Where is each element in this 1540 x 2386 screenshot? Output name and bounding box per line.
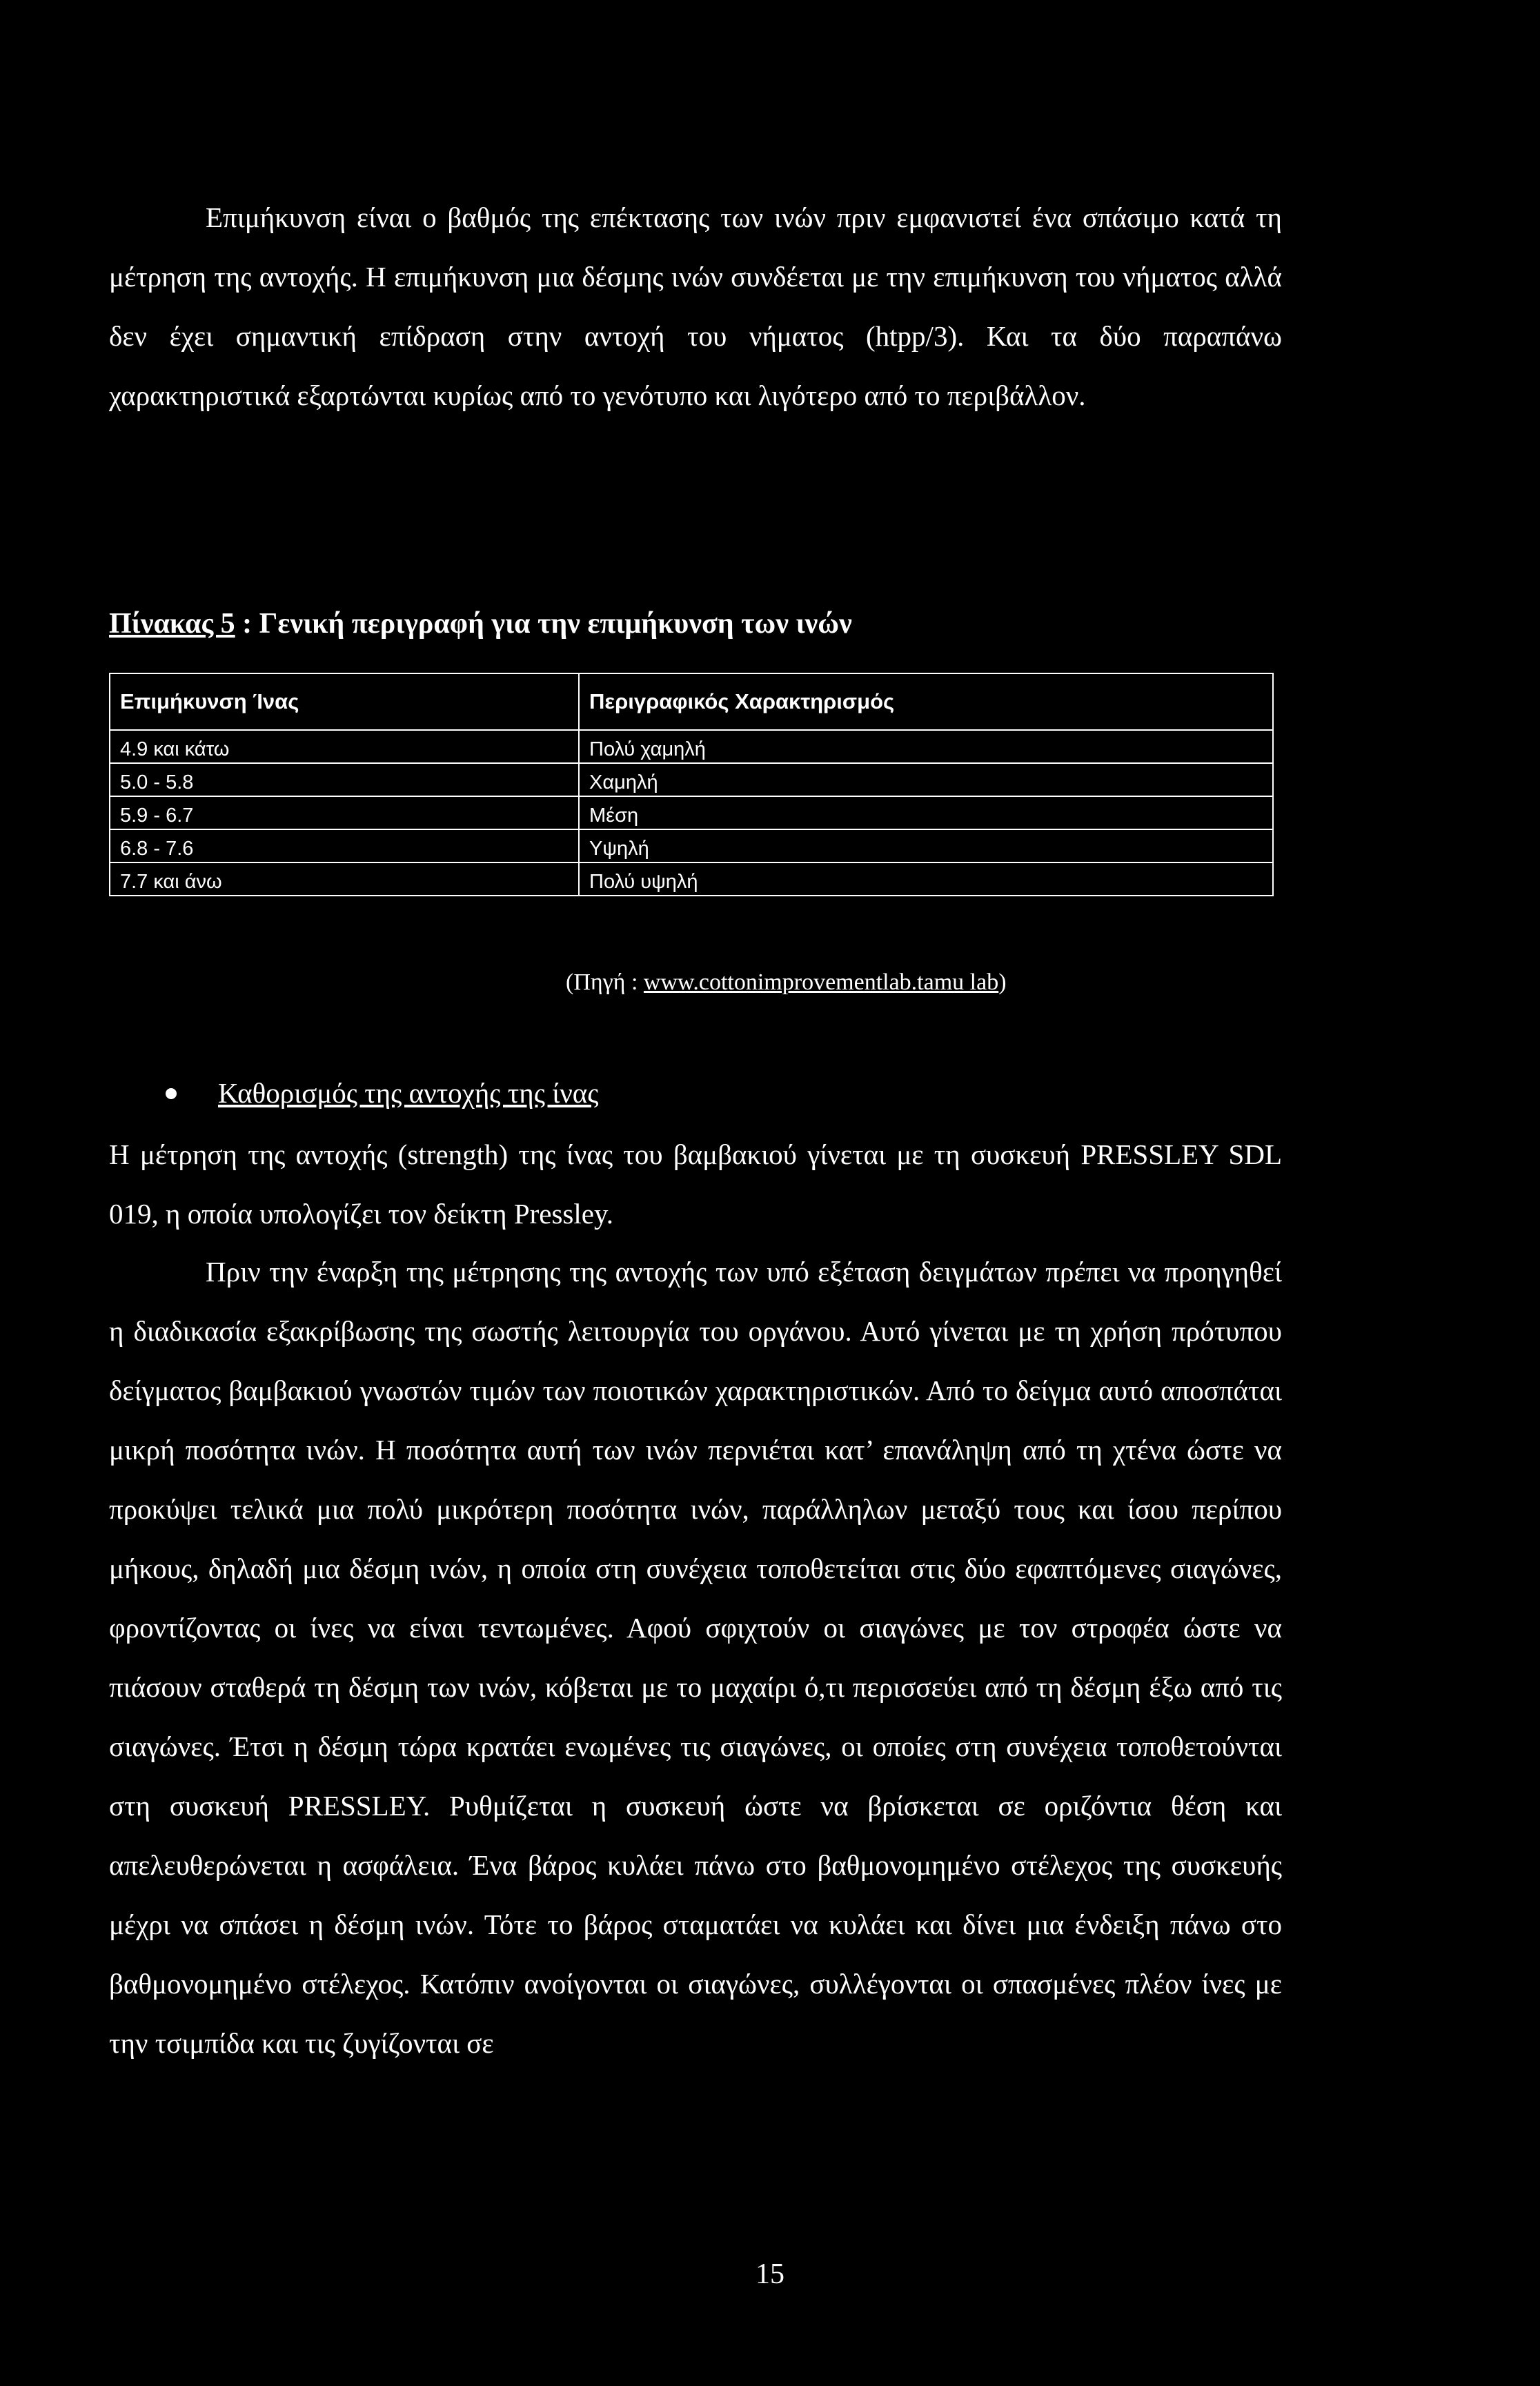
table-cell-elongation: 7.7 και άνω bbox=[110, 862, 579, 896]
paragraph-elongation-text: Επιμήκυνση είναι ο βαθμός της επέκτασης των ινών πριν εμφανιστεί ένα σπάσιμο κατά τη μέτρηση της αντοχής. Η επιμήκυνση μια δέσμης ινών συνδέεται με την επιμήκυνση του νήματος αλλά δεν έχει σημαντική επίδραση στην αντοχή του νήματος (htpp/3). Και τα δύο παραπάνω χαρακτηριστικά εξαρτώνται κυρίως από το γενότυπο και λιγότερο από το περιβάλλον. bbox=[109, 201, 1282, 411]
table-cell-elongation: 4.9 και κάτω bbox=[110, 730, 579, 763]
paragraph-strength-text: Η μέτρηση της αντοχής (strength) της ίνας του βαμβακιού γίνεται με τη συσκευή PRESSLEY SDL 019, η οποία υπολογίζει τον δείκτη Pressley. bbox=[109, 1138, 1282, 1230]
table-row bbox=[110, 829, 1273, 862]
table-cell-description: Πολύ υψηλή bbox=[579, 862, 1273, 896]
source-link[interactable]: www.cottonimprovementlab.tamu lab bbox=[643, 969, 999, 995]
table-caption bbox=[109, 607, 852, 640]
table-header-elongation: Επιμήκυνση Ίνας bbox=[110, 673, 579, 730]
table-row bbox=[110, 730, 1273, 763]
table-caption-number: Πίνακας 5 bbox=[109, 608, 235, 640]
paragraph-strength-measurement bbox=[109, 1125, 1282, 1243]
table-cell-elongation: 5.9 - 6.7 bbox=[110, 796, 579, 829]
table-header-row bbox=[110, 673, 1273, 730]
table-row bbox=[110, 796, 1273, 829]
table-row bbox=[110, 763, 1273, 796]
table-row bbox=[110, 862, 1273, 896]
source-suffix: ) bbox=[998, 969, 1007, 995]
table-source bbox=[566, 969, 1007, 996]
table-cell-elongation: 6.8 - 7.6 bbox=[110, 829, 579, 862]
elongation-table bbox=[109, 673, 1274, 896]
table-cell-description: Μέση bbox=[579, 796, 1273, 829]
paragraph-calibration bbox=[109, 1242, 1282, 2073]
source-prefix: (Πηγή : bbox=[566, 969, 644, 995]
page-number: 15 bbox=[756, 2258, 784, 2290]
table-cell-description: Χαμηλή bbox=[579, 763, 1273, 796]
bullet-heading-text: Καθορισμός της αντοχής της ίνας bbox=[218, 1077, 599, 1109]
table-header-description: Περιγραφικός Χαρακτηρισμός bbox=[579, 673, 1273, 730]
table-cell-description: Υψηλή bbox=[579, 829, 1273, 862]
table-cell-description: Πολύ χαμηλή bbox=[579, 730, 1273, 763]
bullet-icon bbox=[166, 1088, 177, 1099]
paragraph-elongation bbox=[109, 188, 1282, 425]
paragraph-calibration-text: Πριν την έναρξη της μέτρησης της αντοχής των υπό εξέταση δειγμάτων πρέπει να προηγηθεί η διαδικασία εξακρίβωσης της σωστής λειτουργία του οργάνου. Αυτό γίνεται με τη χρήση πρότυπου δείγματος βαμβακιού γνωστών τιμών των ποιοτικών χαρακτηριστικών. Από το δείγμα αυτό αποσπάται μικρή ποσότητα ινών. Η ποσότητα αυτή των ινών περνιέται κατ’ επανάληψη από τη χτένα ώστε να προκύψει τελικά μια πολύ μικρότερη ποσότητα ινών, παράλληλων μεταξύ τους και ίσου περίπου μήκους, δηλαδή μια δέσμη ινών, η οποία στη συνέχεια τοποθετείται στις δύο εφαπτόμενες σιαγώνες, φροντίζοντας οι ίνες να είναι τεντωμένες. Αφού σφιχτούν οι σιαγώνες με τον στροφέα ώστε να πιάσουν σταθερά τη δέσμη των ινών, κόβεται με το μαχαίρι ό,τι περισσεύει από τη δέσμη έξω από τις σιαγώνες. Έτσι η δέσμη τώρα κρατάει ενωμένες τις σιαγώνες, οι οποίες στη συνέχεια τοποθετούνται στη συσκευή PRESSLEY. Ρυθμίζεται η συσκευή ώστε να βρίσκεται σε οριζόντια θέση και απελευθερώνεται η ασφάλεια. Ένα βάρος κυλάει πάνω στο βαθμονομημένο στέλεχος της συσκευής μέχρι να σπάσει η δέσμη ινών. Τότε το βάρος σταματάει να κυλάει και δίνει μια ένδειξη πάνω στο βαθμονομημένο στέλεχος. Κατόπιν ανοίγονται οι σιαγώνες, συλλέγονται οι σπασμένες πλέον ίνες με την τσιμπίδα και τις ζυγίζονται σε bbox=[109, 1256, 1282, 2059]
bullet-heading bbox=[166, 1076, 598, 1110]
table-caption-title: : Γενική περιγραφή για την επιμήκυνση των ινών bbox=[235, 608, 852, 640]
table-cell-elongation: 5.0 - 5.8 bbox=[110, 763, 579, 796]
